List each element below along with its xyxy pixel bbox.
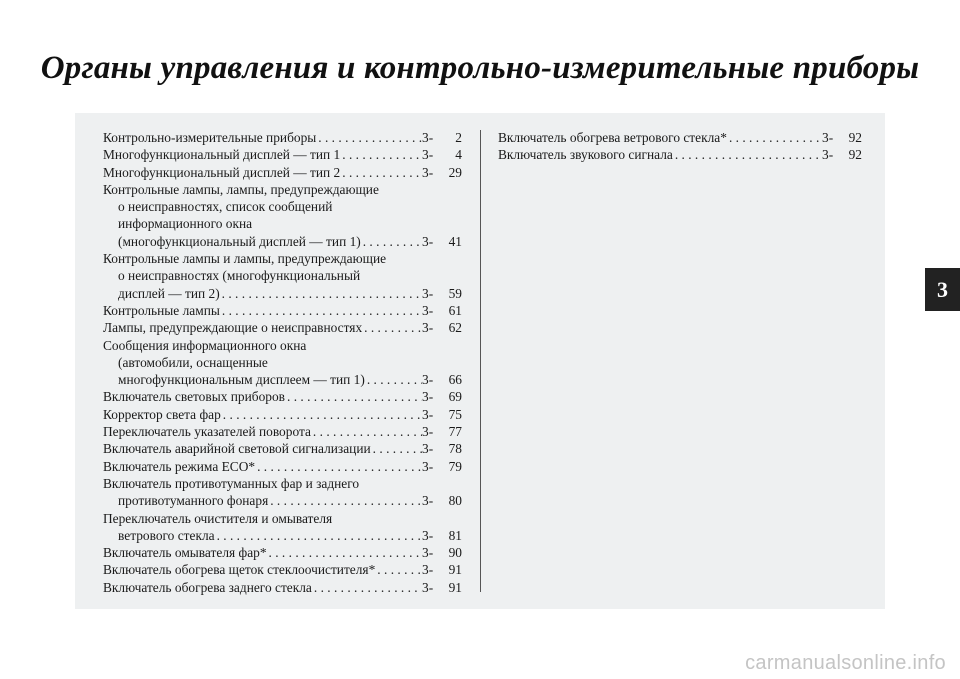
toc-page-ref (822, 146, 862, 163)
toc-page-ref (422, 527, 462, 544)
toc-entry-text: Многофункциональный дисплей — тип 1 (103, 147, 341, 163)
toc-page-number: 69 (448, 389, 462, 405)
toc-entry-text: дисплей — тип 2) (118, 285, 220, 301)
toc-page-number: 91 (448, 579, 462, 595)
toc-entry[interactable] (103, 544, 462, 561)
toc-entry[interactable] (103, 579, 462, 596)
toc-entry-text: Включатель режима ECO* (103, 458, 256, 474)
toc-section-number: 3- (422, 130, 434, 145)
toc-entry[interactable] (103, 561, 462, 578)
toc-entry-text: Контрольные лампы (103, 302, 220, 318)
toc-section-number: 3- (422, 545, 434, 561)
toc-entry[interactable] (103, 181, 462, 250)
toc-entry-text: о неисправностях (многофункциональный (118, 268, 361, 284)
toc-section-number: 3- (422, 164, 434, 180)
toc-entry[interactable] (103, 440, 462, 457)
toc-section-number: 3- (422, 493, 434, 509)
toc-page-number: 81 (448, 527, 462, 543)
toc-page-number: 79 (448, 458, 462, 474)
toc-entry-text: (автомобили, оснащенные (118, 354, 268, 370)
toc-leader-dots (727, 129, 822, 146)
toc-page-ref (422, 492, 462, 509)
toc-entry-text: Корректор света фар (103, 406, 221, 422)
toc-leader-dots (340, 146, 422, 163)
toc-page-number: 91 (448, 562, 462, 578)
toc-leader-dots (285, 388, 422, 405)
toc-entry[interactable] (103, 164, 462, 181)
toc-section-number: 3- (422, 579, 434, 595)
toc-entry-text: Переключатель очистителя и омывателя (103, 510, 333, 526)
toc-page-number: 92 (848, 130, 862, 145)
toc-section-number: 3- (422, 406, 434, 422)
toc-entry[interactable] (103, 510, 462, 545)
toc-page-ref (422, 319, 462, 336)
toc-column-right (498, 129, 862, 164)
toc-page-number: 41 (448, 233, 462, 249)
toc-leader-dots (316, 129, 422, 146)
toc-entry-text: Переключатель указателей поворота (103, 424, 311, 440)
toc-page-ref (422, 164, 462, 181)
toc-section-number: 3- (822, 130, 834, 145)
toc-page-number: 2 (455, 130, 462, 145)
toc-entry-text: Включатель противотуманных фар и заднего (103, 475, 360, 491)
toc-leader-dots (220, 285, 422, 302)
toc-entry-text: ветрового стекла (118, 527, 215, 543)
toc-column-left (103, 129, 462, 596)
toc-page-ref (422, 544, 462, 561)
toc-page-ref (422, 561, 462, 578)
toc-page-ref (422, 285, 462, 302)
toc-entry-text: Включатель обогрева щеток стеклоочистителя* (103, 562, 376, 578)
toc-page-number: 62 (448, 320, 462, 336)
toc-entry-text: Включатель омывателя фар* (103, 545, 267, 561)
toc-entry-text: Включатель аварийной световой сигнализации (103, 441, 371, 457)
toc-entry-text: Контрольно-измерительные приборы (103, 130, 317, 145)
toc-leader-dots (375, 561, 422, 578)
toc-page-ref (422, 146, 462, 163)
toc-section-number: 3- (422, 233, 434, 249)
toc-leader-dots (267, 544, 422, 561)
toc-section-number: 3- (422, 302, 434, 318)
toc-page-number: 29 (448, 164, 462, 180)
toc-entry-text: Включатель обогрева ветрового стекла* (498, 130, 727, 145)
toc-section-number: 3- (422, 389, 434, 405)
toc-leader-dots (255, 458, 422, 475)
toc-section-number: 3- (422, 424, 434, 440)
toc-entry[interactable] (103, 423, 462, 440)
page-title: Органы управления и контрольно-измерительные приборы (40, 50, 920, 86)
toc-page-ref (422, 579, 462, 596)
toc-entry-text: Включатель обогрева заднего стекла (103, 579, 312, 595)
toc-entry-text: Сообщения информационного окна (103, 337, 307, 353)
toc-entry-text: о неисправностях, список сообщений (118, 199, 333, 215)
toc-page-ref (422, 371, 462, 388)
toc-entry-text: многофункциональным дисплеем — тип 1) (118, 372, 365, 388)
toc-page-ref (422, 406, 462, 423)
toc-page-ref (422, 423, 462, 440)
toc-page-ref (822, 129, 862, 146)
toc-leader-dots (362, 319, 422, 336)
toc-section-number: 3- (422, 372, 434, 388)
toc-page-number: 77 (448, 424, 462, 440)
toc-section-number: 3- (422, 441, 434, 457)
toc-section-number: 3- (422, 527, 434, 543)
toc-page-ref (422, 302, 462, 319)
toc-page-number: 59 (448, 285, 462, 301)
toc-entry[interactable] (103, 302, 462, 319)
toc-entry[interactable] (498, 146, 862, 163)
toc-entry-text: противотуманного фонаря (118, 493, 269, 509)
toc-entry-text: Контрольные лампы, лампы, предупреждающие (103, 181, 379, 197)
toc-page-ref (422, 233, 462, 250)
toc-entry-text: Многофункциональный дисплей — тип 2 (103, 164, 341, 180)
toc-page-number: 4 (455, 147, 462, 163)
toc-entry[interactable] (103, 388, 462, 405)
toc-leader-dots (268, 492, 422, 509)
toc-leader-dots (220, 302, 422, 319)
toc-page-number: 90 (448, 545, 462, 561)
toc-entry-text: Включатель световых приборов (103, 389, 285, 405)
toc-section-number: 3- (422, 562, 434, 578)
toc-section-number: 3- (422, 458, 434, 474)
toc-entry[interactable] (103, 146, 462, 163)
toc-entry[interactable] (103, 337, 462, 389)
toc-page-ref (422, 388, 462, 405)
toc-entry[interactable] (103, 129, 462, 146)
toc-page-number: 75 (448, 406, 462, 422)
toc-leader-dots (215, 527, 422, 544)
watermark: carmanualsonline.info (745, 652, 946, 674)
toc-leader-dots (371, 440, 422, 457)
toc-page-number: 61 (448, 302, 462, 318)
toc-page-number: 92 (848, 147, 862, 163)
column-divider (480, 130, 481, 592)
toc-section-number: 3- (422, 147, 434, 163)
toc-page-ref (422, 129, 462, 146)
toc-leader-dots (365, 371, 422, 388)
toc-entry-text: Лампы, предупреждающие о неисправностях (103, 320, 363, 336)
toc-page-ref (422, 458, 462, 475)
toc-leader-dots (221, 406, 422, 423)
toc-entry[interactable] (103, 319, 462, 336)
toc-entry[interactable] (103, 458, 462, 475)
toc-page-number: 66 (448, 372, 462, 388)
toc-entry-text: Включатель звукового сигнала (498, 147, 673, 163)
toc-leader-dots (312, 579, 422, 596)
toc-entry[interactable] (103, 475, 462, 510)
toc-entry[interactable] (498, 129, 862, 146)
toc-section-number: 3- (422, 285, 434, 301)
toc-leader-dots (361, 233, 422, 250)
toc-entry[interactable] (103, 406, 462, 423)
toc-leader-dots (340, 164, 422, 181)
toc-entry[interactable] (103, 250, 462, 302)
toc-leader-dots (311, 423, 422, 440)
toc-entry-text: информационного окна (118, 216, 253, 232)
section-tab[interactable]: 3 (925, 268, 960, 311)
toc-page-ref (422, 440, 462, 457)
toc-section-number: 3- (422, 320, 434, 336)
toc-entry-text: Контрольные лампы и лампы, предупреждающие (103, 251, 387, 267)
toc-page-number: 80 (448, 493, 462, 509)
toc-section-number: 3- (822, 147, 834, 163)
toc-page-number: 78 (448, 441, 462, 457)
toc-leader-dots (673, 146, 822, 163)
toc-entry-text: (многофункциональный дисплей — тип 1) (118, 233, 361, 249)
